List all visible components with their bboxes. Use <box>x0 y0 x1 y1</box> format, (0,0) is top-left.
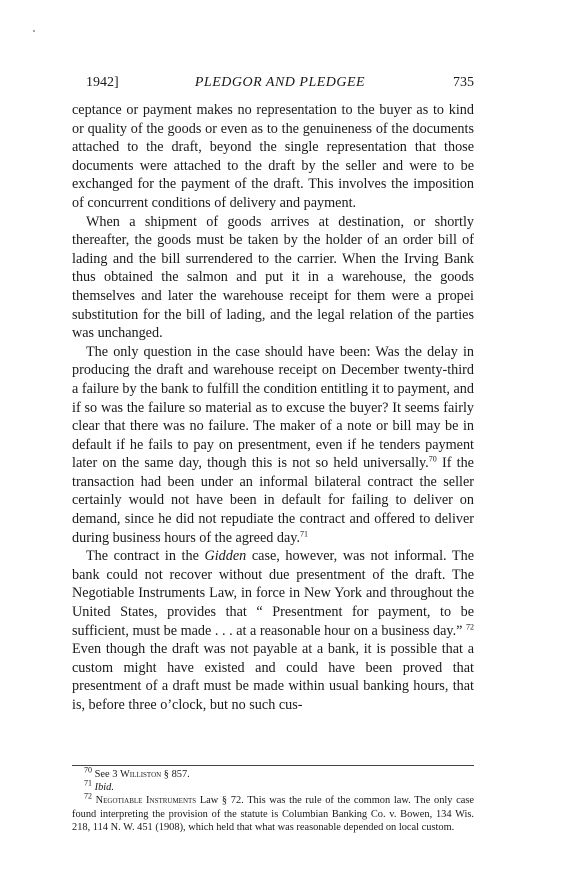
footnote-author: Williston <box>120 769 162 780</box>
paragraph-1: ceptance or payment makes no representation to the buyer as to kind or quality of the goods or even as to the genuineness of the documents attached to the draft, beyond the single representation that those documents were attached to the draft by the seller and were to be exchanged for the payment of the draft. This involves the imposition of concurrent conditions of delivery and payment. <box>72 102 474 211</box>
footnote-text: Ibid. <box>94 782 114 794</box>
running-head <box>86 74 474 92</box>
footnote-rule <box>72 765 474 766</box>
footnote-number: 72 <box>84 791 92 801</box>
paragraph-2: When a shipment of goods arrives at destination, or shortly thereafter, the goods must be taken by the holder of an order bill of lading and the bill surrendered to the carrier. When the Irving Bank thus obtained the salmon and put it in a warehouse, the goods themselves and later the warehouse receipt for them were a propei substitution for the bill of lading, and the legal relation of the parties was unchanged. <box>72 213 474 342</box>
footnote-ref-71: 71 <box>300 528 308 538</box>
footnotes <box>72 765 474 834</box>
paragraph-3-text: The only question in the case should have been: Was the delay in producing the draft and warehouse receipt on December twenty-third a failure by the bank to fulfill the condition entitling it to payment, and if so was the failure so material as to excuse the buyer? It seems fairly clear that there was no failure. The maker of a note or bill may be in default if he fails to pay on presentment, even if he tenders payment later on the same day, though this is not so held universally. <box>72 343 474 472</box>
footnote-ref-72: 72 <box>466 621 474 631</box>
footnote-text-cont: § 857. <box>161 769 190 780</box>
body-text <box>72 101 474 715</box>
case-name: Gidden <box>204 548 247 565</box>
page-number: 735 <box>453 75 474 90</box>
paragraph-3 <box>72 343 474 548</box>
volume-year: 1942] <box>86 75 119 90</box>
footnote-70 <box>72 765 474 781</box>
footnote-text: Law § 72. This was the rule of the common law. The only case found interpreting the provision of the statute is Columbian Banking Co. v. Bowen, 134 Wis. 218, 114 N. W. 451 (1908), which held that what was reasonable depended on local custom. <box>72 795 474 833</box>
paragraph-4-text-cont: case, however, was not informal. The bank could not recover without due presentment of the draft. The Negotiable Instruments Law, in force in New York and throughout the United States, provides that “ Presentment for payment, to be sufficient, must be made . . . at a reasonable hour on a business day.” <box>72 548 474 639</box>
footnote-number: 71 <box>84 778 92 788</box>
scan-speck <box>33 30 35 32</box>
running-title: PLEDGOR AND PLEDGEE <box>194 75 366 90</box>
footnote-text: See 3 <box>92 769 120 780</box>
footnote-number: 70 <box>84 765 92 775</box>
footnote-ref-70: 70 <box>428 454 437 464</box>
footnote-72 <box>72 791 474 834</box>
paragraph-4 <box>72 547 474 714</box>
footnote-71 <box>72 778 474 794</box>
footnote-statute: Negotiable Instruments <box>95 795 197 807</box>
paragraph-4-text: The contract in the <box>86 548 205 565</box>
paragraph-3-text-cont: If the transaction had been under an informal bilateral contract the seller certainly would not have been in default for failing to deliver on demand, since he did not repudiate the contract and offered to deliver during business hours of the agreed day. <box>72 455 474 546</box>
paragraph-4-text-end: Even though the draft was not payable at a bank, it is possible that a custom might have existed and could have been proved that presentment of a draft must be made within usual banking hours, that is, before three o’clock, but no such cus- <box>72 641 474 713</box>
